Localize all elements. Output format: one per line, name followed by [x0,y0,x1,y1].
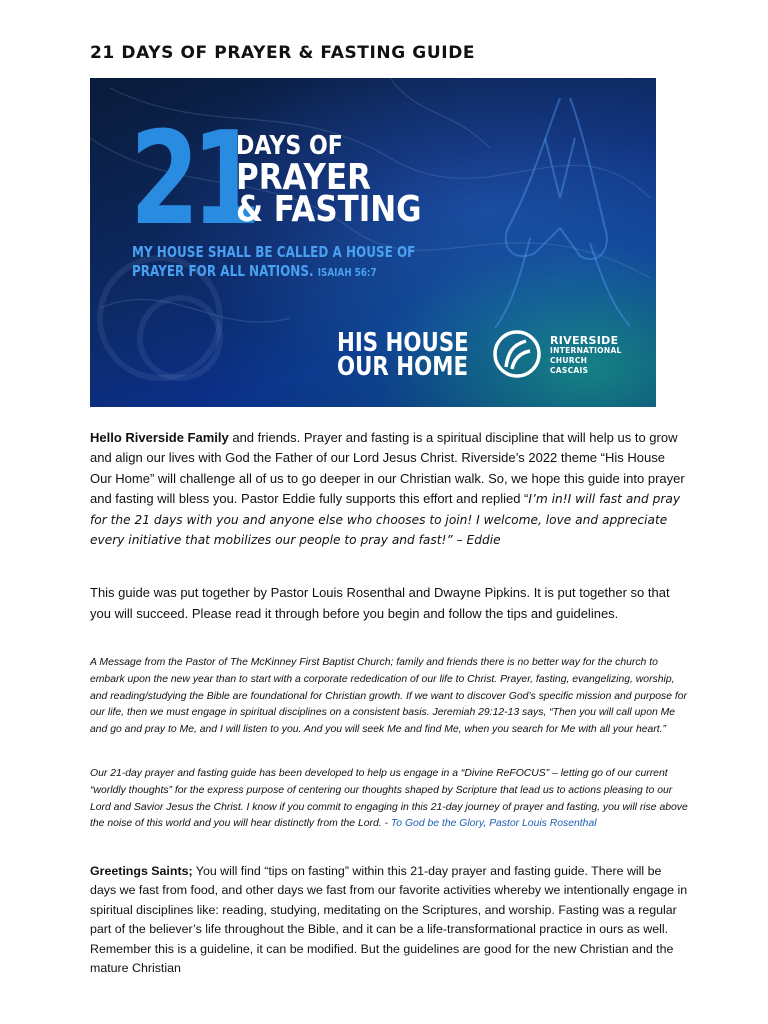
banner-verse-line2: PRAYER FOR ALL NATIONS. [132,262,314,280]
church-name-line3: CHURCH [550,356,588,365]
pastor-message-paragraph: A Message from the Pastor of The McKinney First Baptist Church; family and friends there is no better way for the church to embark upon the new year than to start with a corporate rededication of our life to Christ. Prayer, fasting, evangelizing, worship, and reading/studying the Bible are foundational for Christian growth. If we want to discover God’s specific mission and purpose for our life, then we must engage in spiritual disciplines on a consistent basis. Jeremiah 29:12-13 says, “Then you will call upon Me and go and pray to Me, and I will listen to you. And you will seek Me and find Me, when you search for Me with all your heart.” [90,657,688,736]
banner-verse-ref: ISAIAH 56:7 [317,266,377,279]
greetings-body: You will find “tips on fasting” within this 21-day prayer and fasting guide. There will be days we fast from food, and other days we fast from our favorite activities whereby we intentionally engage in spiritual disciplines like: reading, studying, meditating on the Scriptures, and worship. Fasting was a regular part of the believer’s life throughout the Bible, and it can be a life-transformational practice in ours as well. Remember this is a guideline, it can be modified. But the guidelines are good for the new Christian and the mature Christian [90,864,688,976]
banner-fasting-label: & FASTING [236,189,422,230]
church-name [550,336,622,376]
greetings-lead: Greetings Saints; [90,864,193,878]
document-title: 21 DAYS OF PRAYER & FASTING GUIDE [90,43,476,63]
authors-paragraph: This guide was put together by Pastor Louis Rosenthal and Dwayne Pipkins. It is put together so that you will succeed. Please read it through before you begin and follow the tips and guidelines. [90,585,670,621]
riverside-logo-icon [492,329,542,379]
greetings-paragraph [90,862,690,978]
message-signature: To God be the Glory, Pastor Louis Rosenthal [390,818,597,830]
guide-purpose-text: Our 21-day prayer and fasting guide has been developed to help us engage in a “Divine ReFOCUS” – letting go of our current “worldly thoughts” for the express purpose of centering our thoughts shaped by Scripture that lead us to actions pleasing to our Lord and Savior Jesus the Christ. I know if you commit to engaging in this 21-day journey of prayer and fasting, you will rise above the noise of this world and you will hear distinctly from the Lord. - [90,768,688,830]
intro-body: and friends. Prayer and fasting is a spiritual discipline that will help us to grow and align our lives with God the Father of our Lord Jesus Christ. Riverside’s 2022 theme “His House Our Home” will challenge all of us to go deeper in our Christian walk. So, we hope this guide into prayer and fasting will bless you. Pastor Eddie fully supports this effort and replied “ [90,430,685,507]
theme-line1: HIS HOUSE [337,328,469,358]
theme-line2: OUR HOME [337,352,469,382]
intro-quote: I’m in!I will fast and pray for the 21 days with you and anyone else who chooses to join! I welcome, love and appreciate every initiative that mobilizes our people to pray and fast!” – Eddie [90,492,681,548]
church-name-line2: INTERNATIONAL [550,346,622,355]
intro-paragraph [90,428,690,550]
banner-big-number: 21 [130,105,254,254]
banner-days-label: DAYS OF [236,131,343,161]
church-name-line4: CASCAIS [550,366,589,375]
praying-hands-icon [495,98,630,328]
guide-purpose-paragraph [90,766,690,833]
banner-verse-line1: MY HOUSE SHALL BE CALLED A HOUSE OF [132,243,416,261]
banner-verse [132,243,416,282]
banner-prayer-label: PRAYER [236,157,371,198]
church-name-line1: RIVERSIDE [550,334,619,347]
intro-greeting: Hello Riverside Family [90,430,229,445]
hero-banner [90,78,656,407]
